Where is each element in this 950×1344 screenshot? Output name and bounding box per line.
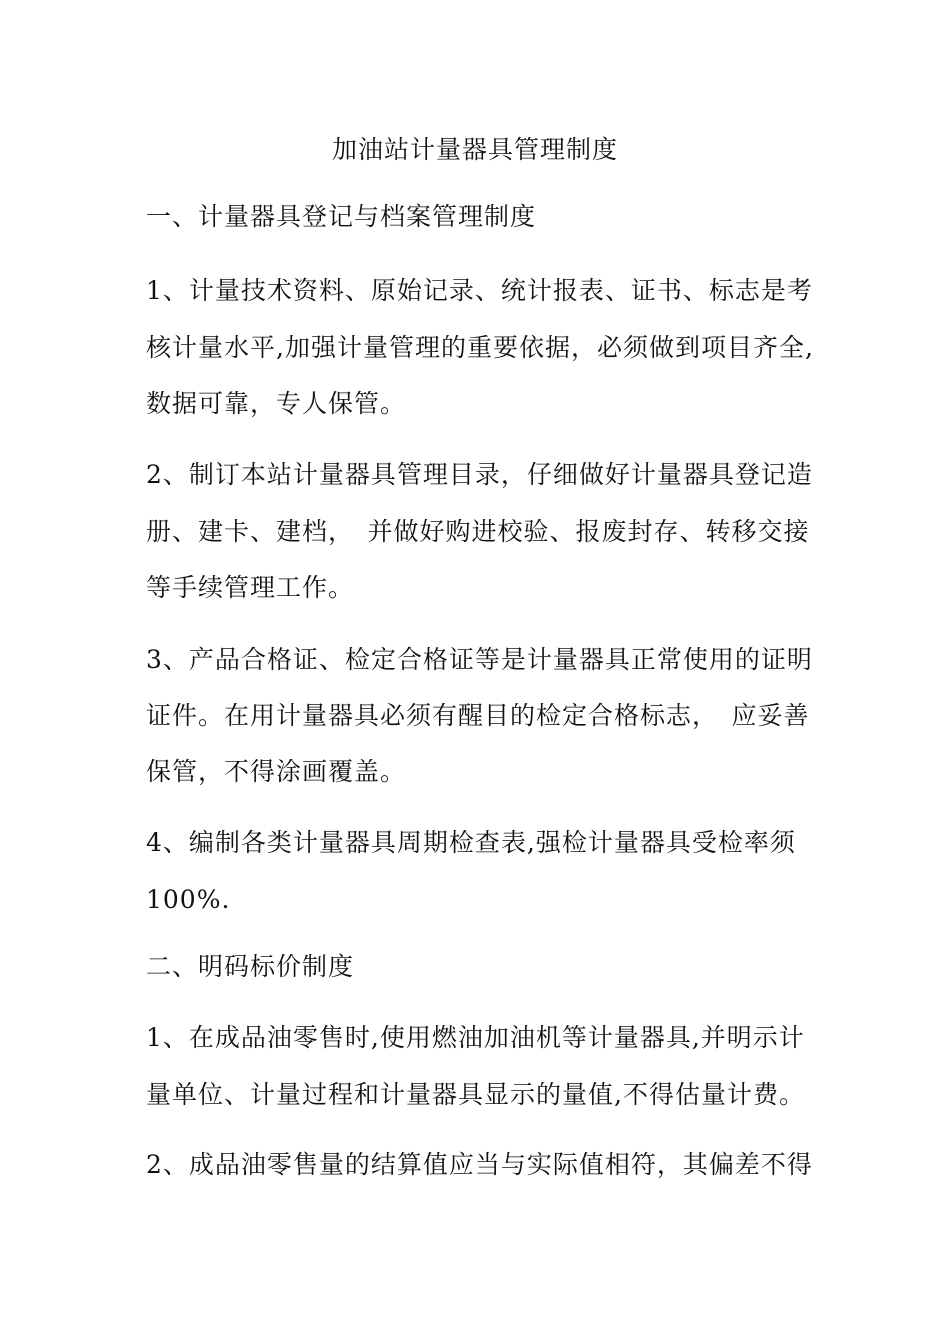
paragraph-3-line-1: 3、产品合格证、检定合格证等是计量器具正常使用的证明 — [146, 645, 813, 674]
paragraph-3-line-3: 保管，不得涂画覆盖。 — [146, 757, 407, 786]
paragraph-2-line-1: 2、制订本站计量器具管理目录，仔细做好计量器具登记造 — [146, 460, 813, 489]
section-heading-2: 二、明码标价制度 — [146, 952, 355, 981]
paragraph-5-line-1: 1、在成品油零售时,使用燃油加油机等计量器具,并明示计 — [146, 1023, 805, 1052]
paragraph-2-line-3: 等手续管理工作。 — [146, 573, 355, 602]
page-title: 加油站计量器具管理制度 — [331, 135, 618, 164]
paragraph-2-line-2: 册、建卡、建档， 并做好购进校验、报废封存、转移交接 — [146, 517, 810, 546]
paragraph-1-line-1: 1、计量技术资料、原始记录、统计报表、证书、标志是考 — [146, 276, 813, 305]
paragraph-3-line-2: 证件。在用计量器具必须有醒目的检定合格标志， 应妥善 — [146, 701, 810, 730]
paragraph-4-line-2: 100%. — [146, 885, 231, 914]
paragraph-1-line-2: 核计量水平,加强计量管理的重要依据，必须做到项目齐全, — [146, 333, 814, 362]
paragraph-5-line-2: 量单位、计量过程和计量器具显示的量值,不得估量计费。 — [146, 1080, 805, 1109]
paragraph-4-line-1: 4、编制各类计量器具周期检查表,强检计量器具受检率须 — [146, 828, 796, 857]
paragraph-6-line-1: 2、成品油零售量的结算值应当与实际值相符，其偏差不得 — [146, 1150, 813, 1179]
paragraph-1-line-3: 数据可靠，专人保管。 — [146, 389, 407, 418]
section-heading-1: 一、计量器具登记与档案管理制度 — [146, 202, 537, 231]
